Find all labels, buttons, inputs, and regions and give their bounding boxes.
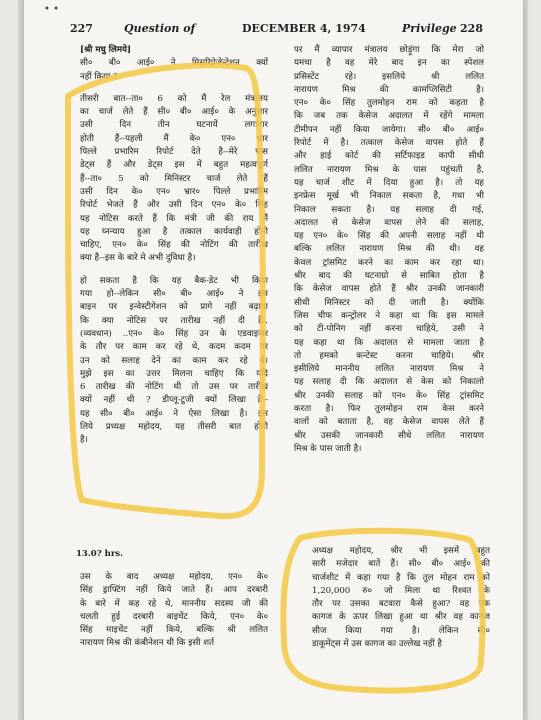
left-column-line: पिल्ले प्रभारिम रिपोर्ट देते है--मेरे पास xyxy=(80,147,268,158)
right-column-line: कि जब तक केसेज अदालत में रहेंगे मामला xyxy=(294,111,484,122)
left-bottom-paragraph xyxy=(80,571,268,651)
left-column-line: डेट्स हैं और डेट्स इस में बहुत महत्वपूर्ण xyxy=(80,160,268,171)
right-bottom-line: सीज किया गया है। लेकिन सी० xyxy=(312,625,490,636)
left-column-line: उसी दिन के० एन० भ्रार० पिल्ले प्रभारिम xyxy=(80,186,268,197)
right-column-line: श्रीर उनकी सलाह को एन० के० सिंह ट्रांसमिट xyxy=(294,390,484,401)
right-column-line: तो हमको कन्टेस्ट करना चाहिये। श्रीर xyxy=(294,350,484,361)
left-bottom-line: चलती हुई दरबारी बाइचेंट किये, एन० के० xyxy=(80,611,268,622)
right-column-line: निकाल सकता है। यह सलाह दी गई, xyxy=(294,204,484,215)
right-column-line: ललित नारायण मिश्र के पास पहुंचती है, xyxy=(294,164,484,175)
corner-mark: • • xyxy=(44,4,59,15)
page-number-left: 227 xyxy=(70,22,93,35)
left-column-line: सी० बी० आई० ने मिसरिप्रेजेन्टेशन क्यों xyxy=(80,58,268,69)
right-column-line: अदालत से केसेज वापस लेने की सलाह, xyxy=(294,217,484,228)
left-bottom-line: सिंह माइचेंट नहीं किये, बल्कि श्री ललित xyxy=(80,625,268,636)
right-bottom-line: अध्यक्ष महोदय, श्रीर भी इसमें बहुत xyxy=(312,546,490,556)
right-column-line: प्रसिस्टेंट रहे। इसलिये श्री ललित xyxy=(294,71,484,82)
header-privilege: Privilege xyxy=(402,22,457,35)
page-number-right: 228 xyxy=(460,22,483,35)
right-column-line: और हाई कोर्ट की सर्टिफाइड कापी सीधी xyxy=(294,151,484,162)
left-column-line: का चार्ज लेते हैं सी० बी० आई० के अनुसार xyxy=(80,107,268,118)
right-column-line: यह सलाह दी कि अदालत से केस को निकालो xyxy=(294,377,484,388)
right-column xyxy=(294,44,484,456)
left-column-line: चाहिए, एन० के० सिंह की नोटिंग की तारीख xyxy=(80,240,268,251)
right-column-line: नारायण मिश्र की कामप्लिसिटी है। xyxy=(294,84,484,95)
left-column-line: कि क्या नोटिस पर तारीख नहीं दी है.. xyxy=(80,315,268,326)
right-bottom-line: डाकूमेंट्स में उस कागज का उल्लेख नहीं है xyxy=(312,639,442,650)
left-bottom-line: नारायण मिश्र की कंबीनेशन थी कि इसी शर्त xyxy=(80,638,214,649)
right-column-line: श्रीर बाद की घटनाग्रो से साबित होता है xyxy=(294,271,484,282)
right-column-line: बल्कि ललित नारायण मिश्र की थी। वह xyxy=(294,244,484,255)
right-column-line: इसीलिये माननीय ललित नारायण मिश्र ने xyxy=(294,364,484,375)
left-column-line: क्या है--इस के बारे मे अभी दुविधा है। xyxy=(80,253,196,264)
time-stamp: 13.0? hrs. xyxy=(76,549,124,559)
right-bottom-line: 1,20,000 रु० जो मिला था रिश्वत के xyxy=(312,585,490,596)
left-column-line: गया हो--लेकिन सी० बी० आई० ने इस xyxy=(80,289,268,300)
left-column-line: हैं--ता० 5 को मिनिस्टर चार्ज लेते हैं xyxy=(80,173,268,184)
left-column-line: मुझे इस का उत्तर मिलना चाहिए कि यदि xyxy=(80,368,268,379)
header-question: Question of xyxy=(124,22,196,35)
right-bottom-line: कागज के ऊपर लिखा हुआ था श्रीर वह कागज xyxy=(312,612,490,623)
paragraph-gap xyxy=(80,84,268,93)
right-column-line: पर मैं व्यापार मंत्रालय छोड़ूंगा कि मेरा जो xyxy=(294,45,484,55)
right-bottom-line: तौर पर उसका बटवारा कैसे हुआ? वह एक xyxy=(312,599,490,610)
right-column-line: यह एन० के० सिंह की अपनी सलाह नहीं थी xyxy=(294,231,484,242)
right-bottom-paragraph xyxy=(312,545,490,651)
right-column-line: यह चार्ज शीट में दिया हुआ है। तो यह xyxy=(294,177,484,188)
right-column-line: केवल ट्रांसमिट करने का काम कर रहा था। xyxy=(294,257,484,268)
left-bottom-line: उस के बाद अध्यक्ष महोदय, एन० के० xyxy=(80,572,268,582)
left-column-line: यह घ्नन्याय हुआ है तत्काल कार्यवाही होनी xyxy=(80,226,268,237)
right-column-line: इनफ्रेस मूर्ख भी निकाल सकता है, गधा भी xyxy=(294,191,484,202)
scanned-page xyxy=(24,0,523,720)
right-column-line: सीधी मिनिस्टर को दी जाती है। क्योंकि xyxy=(294,297,484,308)
right-bottom-line: चार्जशीट में कहा गया है कि तुल मोहन राम को xyxy=(312,572,490,583)
left-column-line: होती हैं--पहली मैं के० एन० भ्रार xyxy=(80,133,268,144)
left-column-line: रिपोर्ट भेजते हैं और उसी दिन एन० के० सिंह xyxy=(80,200,268,211)
page-header xyxy=(70,22,483,38)
left-column-line: क्यों नहीं थी ? डीप्लू-टुजी क्यों लिखा है-- xyxy=(80,395,268,406)
left-column-line: नहीं किया ? xyxy=(80,71,118,82)
header-date: DECEMBER 4, 1974 xyxy=(242,22,366,35)
left-column-line: यह नोटिस करते हैं कि मंत्री जी की राय मैं xyxy=(80,213,268,224)
right-column-line: कि केसेज वापस होते हैं श्रीर उनकी जानकारी xyxy=(294,284,484,295)
left-column-line: तीसरी बात--ता० 6 को मैं रेल मंत्रालय xyxy=(80,93,268,104)
left-column-line: बाइन पर इन्वेस्टीगेशन को प्रागे नहीं बढ़ाया xyxy=(80,302,268,313)
right-column-line: श्रीर उसकी जानकारी सीधे ललित नारायण xyxy=(294,430,484,441)
right-column-line: टीमीपन नहीं किया जायेगा। सी० बी० आई० xyxy=(294,124,484,135)
right-column-line: यह कहा था कि अदालत से मामला जाता है xyxy=(294,337,484,348)
left-column-line: (व्यवधान) ..एन० के० सिंह उन के एडवाइजर xyxy=(80,328,268,339)
left-bottom-line: के बारे में कह रहे थे, माननीय सदस्य जी की xyxy=(80,598,268,609)
right-bottom-line: सारी मजेदार बातें हैं। सी० बी० आई० की xyxy=(312,559,490,570)
right-column-line: को टी-पोनिग नहीं करना चाहिये, उसी ने xyxy=(294,324,484,335)
left-column-line: उन को सलाह देने का काम कर रहे थे। xyxy=(80,355,268,366)
left-column-line: [श्री मधु लिमये] xyxy=(80,45,132,55)
left-bottom-line: सिंह ड्राफ्टिंग नहीं किये जाते हैं। आप दरबारी xyxy=(80,585,268,596)
left-column-line: हो सकता है कि यह बैक-डेट भी किया xyxy=(80,275,268,286)
right-column-line: करता है। फिर तुलमोहन राम केस करने xyxy=(294,404,484,415)
left-column-line: के तौर पर काम कर रहे थे, कदम कदम पर xyxy=(80,342,268,353)
right-column-line: वालों को बताता है, वह केसेज वापस लेते हैं xyxy=(294,417,484,428)
right-column-line: यमचा है वह मेरे बाद इन का स्पेशल xyxy=(294,58,484,69)
left-column xyxy=(80,44,268,448)
left-column-line: 6 तारीख की नोटिंग थी तो उस पर तारीख xyxy=(80,382,268,393)
paragraph-gap xyxy=(80,266,268,275)
left-column-line: यह सी० बी० आई० ने ऐसा लिखा है। इस xyxy=(80,408,268,419)
right-column-line: जिस चीफ कन्ट्रोलर ने कहा था कि इस मामले xyxy=(294,310,484,321)
right-column-line: एन० के० सिंह तुलमोहन राम को कहता है xyxy=(294,98,484,109)
right-column-line: मिश्र के पास जाती है। xyxy=(294,443,362,454)
left-column-line: लिये प्रध्यक्ष महोदय, यह तीसरी बात होती xyxy=(80,422,268,433)
right-column-line: रिपोर्ट में है। तत्काल केसेज वापस होते हैं xyxy=(294,138,484,149)
left-column-line: है। xyxy=(80,435,88,446)
left-column-line: उसी दिन तीन घटनायें लगातार xyxy=(80,120,268,131)
